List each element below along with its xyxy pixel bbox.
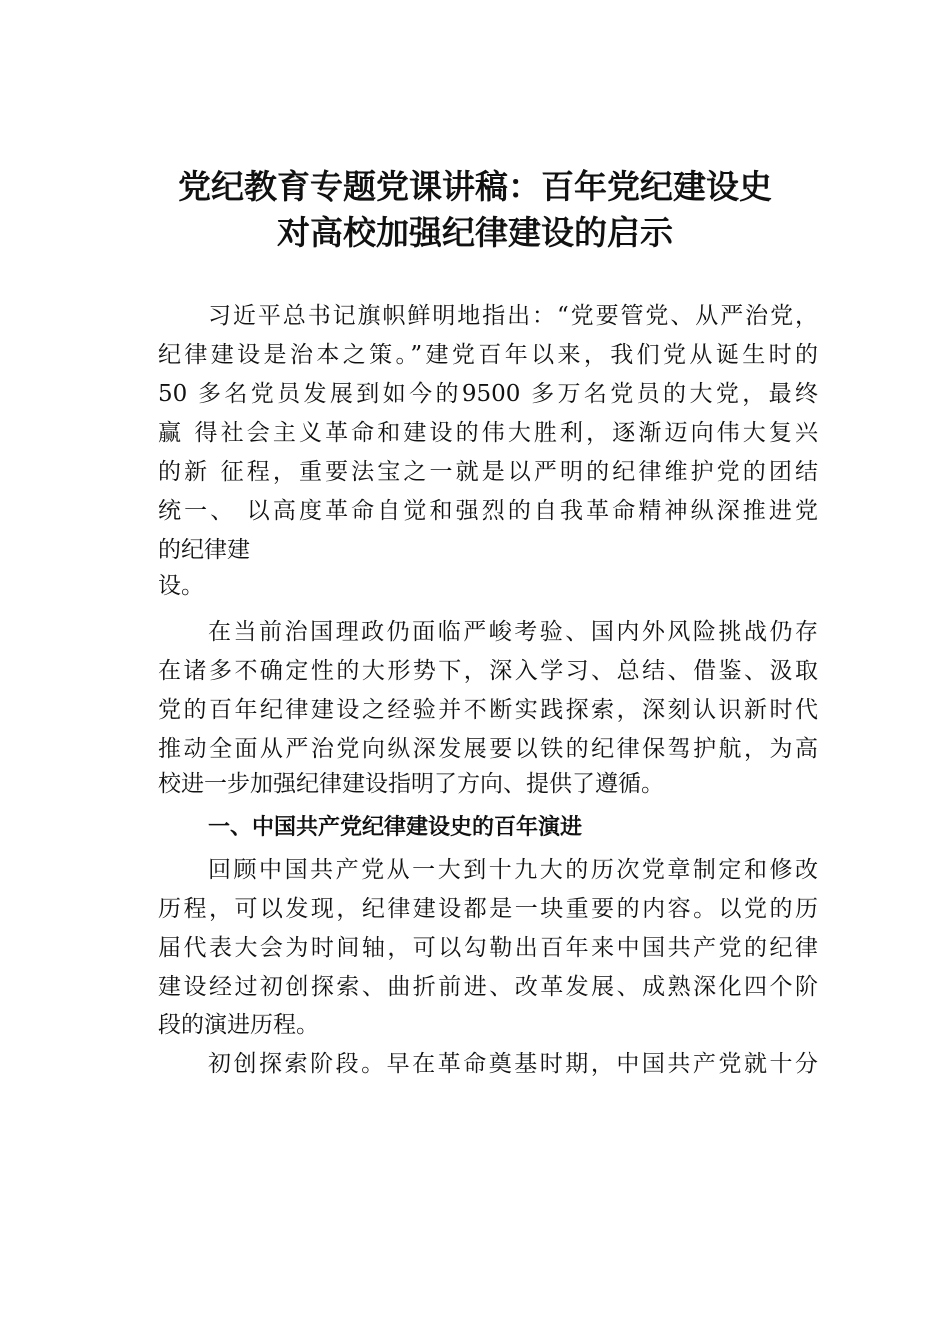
paragraph-4-line-1: 初创探索阶段。早在革命奠基时期，中国共产党就十分 [208, 1051, 818, 1077]
paragraph-1-line-4: 赢 得社会主义革命和建设的伟大胜利，逐渐迈向伟大复兴 [158, 420, 818, 446]
title-line-2: 对高校加强纪律建设的启示 [277, 213, 673, 252]
paragraph-1-line-5: 的新 征程，重要法宝之一就是以严明的纪律维护党的团结 [158, 459, 818, 485]
paragraph-2-line-5: 校进一步加强纪律建设指明了方向、提供了遵循。 [158, 771, 664, 797]
paragraph-1-line-7: 的纪律建 [158, 537, 250, 563]
section-heading-1: 一、中国共产党纪律建设史的百年演进 [208, 815, 583, 840]
paragraph-2-line-1: 在当前治国理政仍面临严峻考验、国内外风险挑战仍存 [208, 619, 818, 645]
document-title [120, 164, 830, 256]
paragraph-2-line-2: 在诸多不确定性的大形势下，深入学习、总结、借鉴、汲取 [158, 658, 818, 684]
paragraph-3-line-4: 建设经过初创探索、曲折前进、改革发展、成熟深化四个阶 [158, 974, 818, 1000]
paragraph-1-line-6: 统一、 以高度革命自觉和强烈的自我革命精神纵深推进党 [158, 498, 818, 524]
paragraph-3-line-2: 历程，可以发现，纪律建设都是一块重要的内容。以党的历 [158, 896, 818, 922]
paragraph-1-line-2: 纪律建设是治本之策。”建党百年以来，我们党从诞生时的 [158, 342, 818, 368]
paragraph-1-line-1: 习近平总书记旗帜鲜明地指出：“党要管党、从严治党， [208, 303, 818, 329]
paragraph-1-line-3: 50 多名党员发展到如今的9500 多万名党员的大党，最终 [158, 381, 818, 407]
title-line-1: 党纪教育专题党课讲稿：百年党纪建设史 [178, 167, 772, 206]
paragraph-3-line-5: 段的演进历程。 [158, 1012, 319, 1038]
paragraph-1-line-8: 设。 [158, 573, 204, 599]
paragraph-2-line-4: 推动全面从严治党向纵深发展要以铁的纪律保驾护航，为高 [158, 736, 818, 762]
paragraph-3-line-3: 届代表大会为时间轴，可以勾勒出百年来中国共产党的纪律 [158, 935, 818, 961]
paragraph-3-line-1: 回顾中国共产党从一大到十九大的历次党章制定和修改 [208, 857, 818, 883]
paragraph-2-line-3: 党的百年纪律建设之经验并不断实践探索，深刻认识新时代 [158, 697, 818, 723]
